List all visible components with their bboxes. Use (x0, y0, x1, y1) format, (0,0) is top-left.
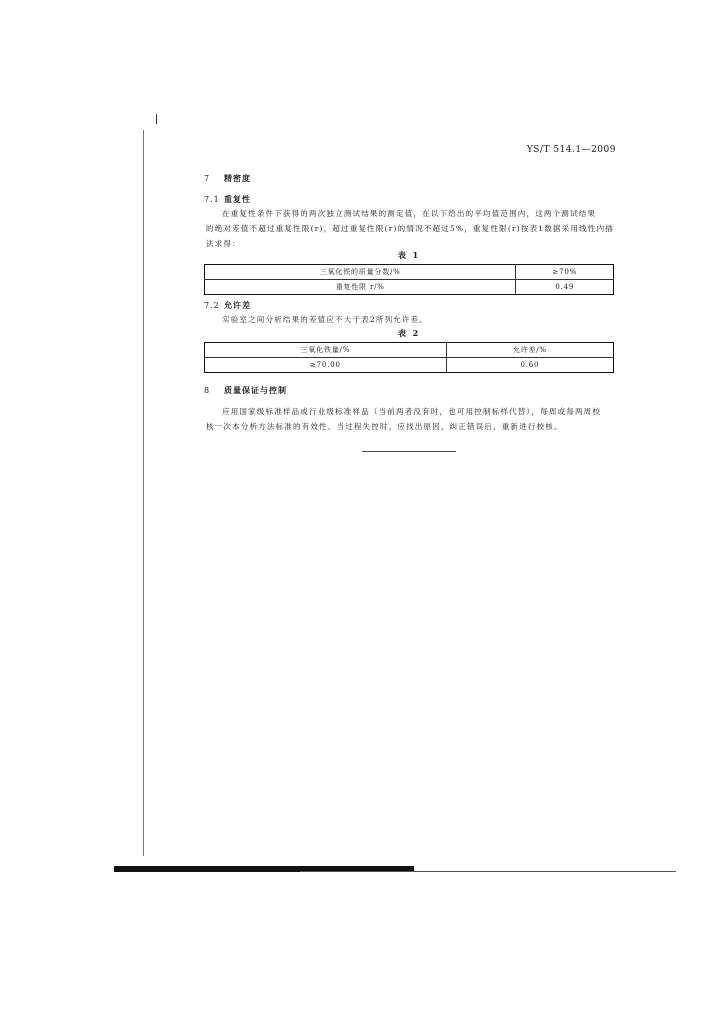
table-1 (204, 264, 614, 295)
table-1-cell: 0.49 (516, 280, 614, 295)
section-8-heading (204, 385, 287, 396)
section-7-1-paragraph (206, 206, 614, 251)
section-7-2-number: 7.2 (204, 301, 220, 310)
section-7-heading (204, 173, 251, 184)
scan-edge-mark (156, 114, 157, 124)
table-row (205, 280, 614, 295)
table-2 (204, 342, 614, 373)
section-7-2-paragraph-text: 实验室之间分析结果的差值应不大于表2所列允许差。 (222, 315, 429, 324)
section-8-number: 8 (204, 386, 211, 395)
table-2-cell: 0.60 (446, 358, 613, 373)
table-1-header-cell: 三氧化铁的质量分数/% (205, 265, 516, 280)
scan-bottom-line (300, 871, 676, 872)
section-8-title: 质量保证与控制 (224, 385, 287, 395)
section-7-1-heading (204, 194, 251, 205)
table-row (205, 358, 614, 373)
section-8-paragraph (206, 404, 614, 434)
section-7-2-paragraph (206, 312, 614, 327)
section-7-title: 精密度 (224, 173, 251, 183)
section-7-1-paragraph-line1: 在重复性条件下获得的两次独立测试结果的测定值，在以下给出的平均值范围内，这两个测试结果 (222, 209, 597, 218)
table-row (205, 265, 614, 280)
section-7-number: 7 (204, 174, 211, 183)
section-7-1-title: 重复性 (224, 194, 251, 204)
table-2-header-cell: 允许差/% (446, 343, 613, 358)
scan-binding-line (143, 130, 144, 856)
table-2-cell: ≥70.00 (205, 358, 447, 373)
table-1-caption: 表 1 (397, 250, 421, 260)
end-of-document-rule (362, 451, 456, 452)
table-2-header-cell: 三氧化铁量/% (205, 343, 447, 358)
document-code: YS/T 514.1—2009 (526, 145, 616, 155)
table-2-caption: 表 2 (397, 328, 421, 338)
section-7-1-number: 7.1 (204, 195, 220, 204)
table-row (205, 343, 614, 358)
section-8-paragraph-rest: 核一次本分析方法标准的有效性。当过程失控时，应找出原因，纠正错误后，重新进行校核。 (206, 422, 563, 431)
table-1-cell: 重复性限 r/% (205, 280, 516, 295)
section-8-paragraph-line1: 应用国家级标准样品或行业级标准样品（当前两者没有时，也可用控制标样代替），每周或每两周校 (222, 407, 602, 416)
section-7-2-heading (204, 300, 251, 311)
section-7-1-paragraph-rest: 的绝对差值不超过重复性限(r)，超过重复性限(r)的情况不超过5%，重复性限(r)按表1数据采用线性内插法求得： (206, 224, 614, 248)
section-7-2-title: 允许差 (224, 300, 251, 310)
table-1-header-cell: ≥70% (516, 265, 614, 280)
